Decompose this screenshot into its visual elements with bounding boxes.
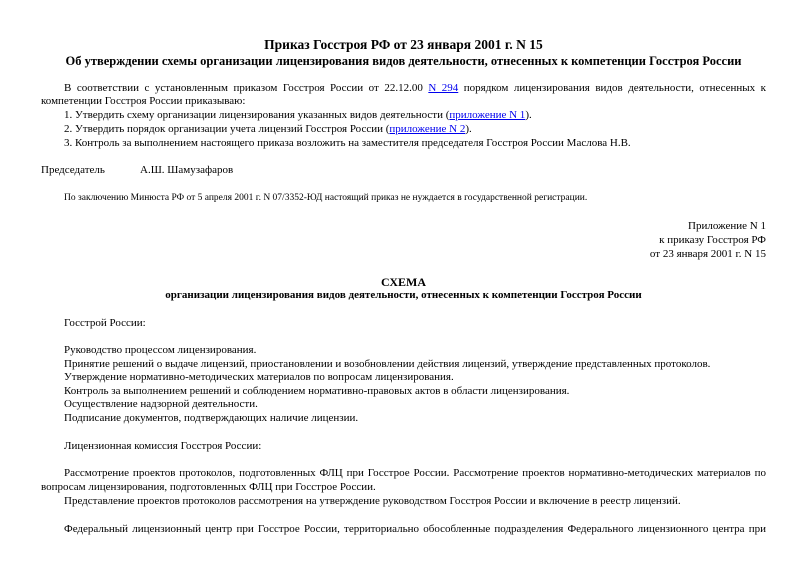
appendix-ref-line-1: Приложение N 1 bbox=[688, 220, 766, 232]
signature-name: А.Ш. Шамузафаров bbox=[140, 164, 234, 176]
document-title: Приказ Госстроя РФ от 23 января 2001 г. N 15 bbox=[264, 37, 543, 52]
section-commission-heading: Лицензионная комиссия Госстроя России: bbox=[64, 440, 262, 452]
preamble-line-1 bbox=[64, 82, 766, 95]
list-item: Подписание документов, подтверждающих наличие лицензии. bbox=[64, 412, 359, 424]
scheme-title: СХЕМА bbox=[380, 275, 427, 289]
list-item: Утверждение нормативно-методических материалов по вопросам лицензирования. bbox=[64, 371, 454, 383]
item-1-text: 1. Утвердить схему организации лицензирования указанных видов деятельности ( bbox=[64, 109, 450, 121]
appendix-ref-line-2: к приказу Госстроя РФ bbox=[659, 234, 766, 246]
scheme-subtitle: организации лицензирования видов деятельности, отнесенных к компетенции Госстроя России bbox=[165, 289, 642, 301]
item-1 bbox=[64, 109, 532, 122]
preamble-text: В соответствии с установленным приказом Госстроя России от 22.12.00 bbox=[64, 82, 423, 94]
list-item: Принятие решений о выдаче лицензий, приостановлении и возобновлении действия лицензий, утверждение представленных протоколов. bbox=[64, 358, 711, 370]
item-2-end: ). bbox=[465, 123, 472, 135]
appendix-1-link[interactable]: приложение N 1 bbox=[449, 109, 526, 121]
item-3: 3. Контроль за выполнением настоящего приказа возложить на заместителя председателя Госстроя России Маслова Н.В. bbox=[64, 137, 631, 149]
item-1-end: ). bbox=[525, 109, 532, 121]
registration-note: По заключению Минюста РФ от 5 апреля 2001 г. N 07/3352-ЮД настоящий приказ не нуждается в государственной регистрации. bbox=[64, 193, 588, 203]
list-item: Руководство процессом лицензирования. bbox=[64, 344, 257, 356]
preamble-line-2: компетенции Госстроя России приказываю: bbox=[41, 95, 246, 107]
appendix-ref-line-3: от 23 января 2001 г. N 15 bbox=[649, 248, 766, 260]
section-gosstroy-heading: Госстрой России: bbox=[64, 317, 146, 329]
preamble-text-suffix: порядком лицензирования видов деятельности, отнесенных к bbox=[463, 82, 767, 94]
document-subtitle: Об утверждении схемы организации лицензирования видов деятельности, отнесенных к компетенции Госстроя России bbox=[65, 54, 742, 68]
list-item: Осуществление надзорной деятельности. bbox=[64, 398, 258, 410]
final-paragraph: Федеральный лицензионный центр при Госстрое России, территориально обособленные подразделения Федерального лицензионного центра при bbox=[64, 523, 766, 535]
order-294-link[interactable]: N 294 bbox=[428, 82, 459, 94]
appendix-2-link[interactable]: приложение N 2 bbox=[389, 123, 466, 135]
commission-paragraph-2: Представление проектов протоколов рассмотрения на утверждение руководством Госстроя России и включение в реестр лицензий. bbox=[64, 495, 681, 507]
item-2-text: 2. Утвердить порядок организации учета лицензий Госстроя России ( bbox=[64, 123, 390, 135]
signature-role: Председатель bbox=[41, 164, 105, 176]
commission-paragraph-1-line-1: Рассмотрение проектов протоколов, подготовленных ФЛЦ при Госстрое России. Рассмотрение проектов нормативно-методических материалов по bbox=[64, 467, 766, 479]
item-2 bbox=[64, 123, 472, 136]
commission-paragraph-1-line-2: вопросам лицензирования, подготовленных ФЛЦ при Госстрое России. bbox=[41, 481, 376, 493]
list-item: Контроль за выполнением решений и соблюдением нормативно-правовых актов в области лицензирования. bbox=[64, 385, 570, 397]
